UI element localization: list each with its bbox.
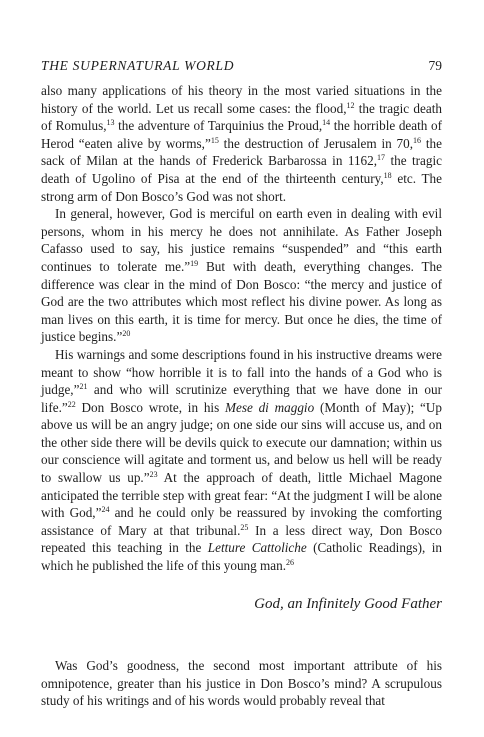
section-heading: God, an Infinitely Good Father [254,596,442,612]
page-number: 79 [428,58,442,73]
footnote-ref: 23 [149,470,158,480]
footnote-ref: 14 [322,118,331,128]
footnote-ref: 12 [346,100,355,110]
footnote-ref: 19 [190,258,199,268]
paragraph-4: Was God’s goodness, the second most important attribute of his omnipotence, greater than his justice in Don Bosco’s mind? A scrupulous study of his writings and of his words would probably reveal that [41,658,442,709]
footnote-ref: 22 [67,399,76,409]
book-title: Mese di maggio [225,399,315,415]
footnote-ref: 24 [101,505,110,515]
running-title: THE SUPERNATURAL WORLD [41,58,235,73]
paragraph-2: In general, however, God is merciful on earth even in dealing with evil persons, whom in his mercy he does not annihilate. As Father Joseph Cafasso used to say, his justice remains “suspended” and “this earth continues to tolerate me.”$^{19}$ But with death, everything changes. The difference was clear in the mind of Don Bosco: “the mercy and justice of God are the two attributes which most reflect his divine power. As long as man lives on this earth, it is time for mercy. But once he dies, the time of justice begins.”$^{20}$ [41,206,442,345]
paragraph-1: also many applications of his theory in the most varied situations in the history of the world. Let us recall some cases: the flood,$^{12}$ the tragic death of Romulus,$^{13}$ the adventure of Tarquinius the Proud,$^{14}$ the horrible death of Herod “eaten alive by worms,”$^{15}$ the destruction of Jerusalem in 70,16 the sack of Milan at the hands of Frederick Barbarossa in 1162,17 the tragic death of Ugolino of Pisa at the end of the thirteenth century,$^{18}$ etc. The strong arm of Don Bosco’s God was not short. [41,83,442,204]
body-text [41,82,442,575]
footnote-ref: 25 [240,522,249,532]
footnote-ref: 26 [286,558,295,568]
footnote-ref: 21 [79,382,88,392]
body-text-continued [41,657,442,710]
book-title: Letture Cattoliche [207,540,307,556]
footnote-ref: 17 [377,153,386,163]
footnote-ref: 16 [413,135,422,145]
paragraph-3: His warnings and some descriptions found in his instructive dreams were meant to show “how horrible it is to fall into the hands of a God who is judge,”$^{21}$ and who will scrutinize everything that we have done in our life.”$^{22}$ Don Bosco wrote, in his Mese di maggio (Month of May); “Up above us will be an angry judge; on one side our sins will accuse us, and on the other side there will be devils quick to execute our damnation; within us our conscience will agitate and torment us, and below us hell will be ready to swallow us up.”$^{23}$ At the approach of death, little Michael Magone anticipated the terrible step with great fear: “At the judgment I will be alone with God,”$^{24}$ and he could only be reassured by invoking the comforting assistance of Mary at that tribunal.$^{25}$ In a less direct way, Don Bosco repeated this teaching in the Letture Cattoliche (Catholic Readings), in which he published the life of this young man.$^{26}$ [41,346,443,574]
footnote-ref: 18 [383,170,392,180]
footnote-ref: 13 [106,118,115,128]
footnote-ref: 15 [210,135,219,145]
footnote-ref: 20 [122,329,131,339]
running-header [41,58,442,78]
